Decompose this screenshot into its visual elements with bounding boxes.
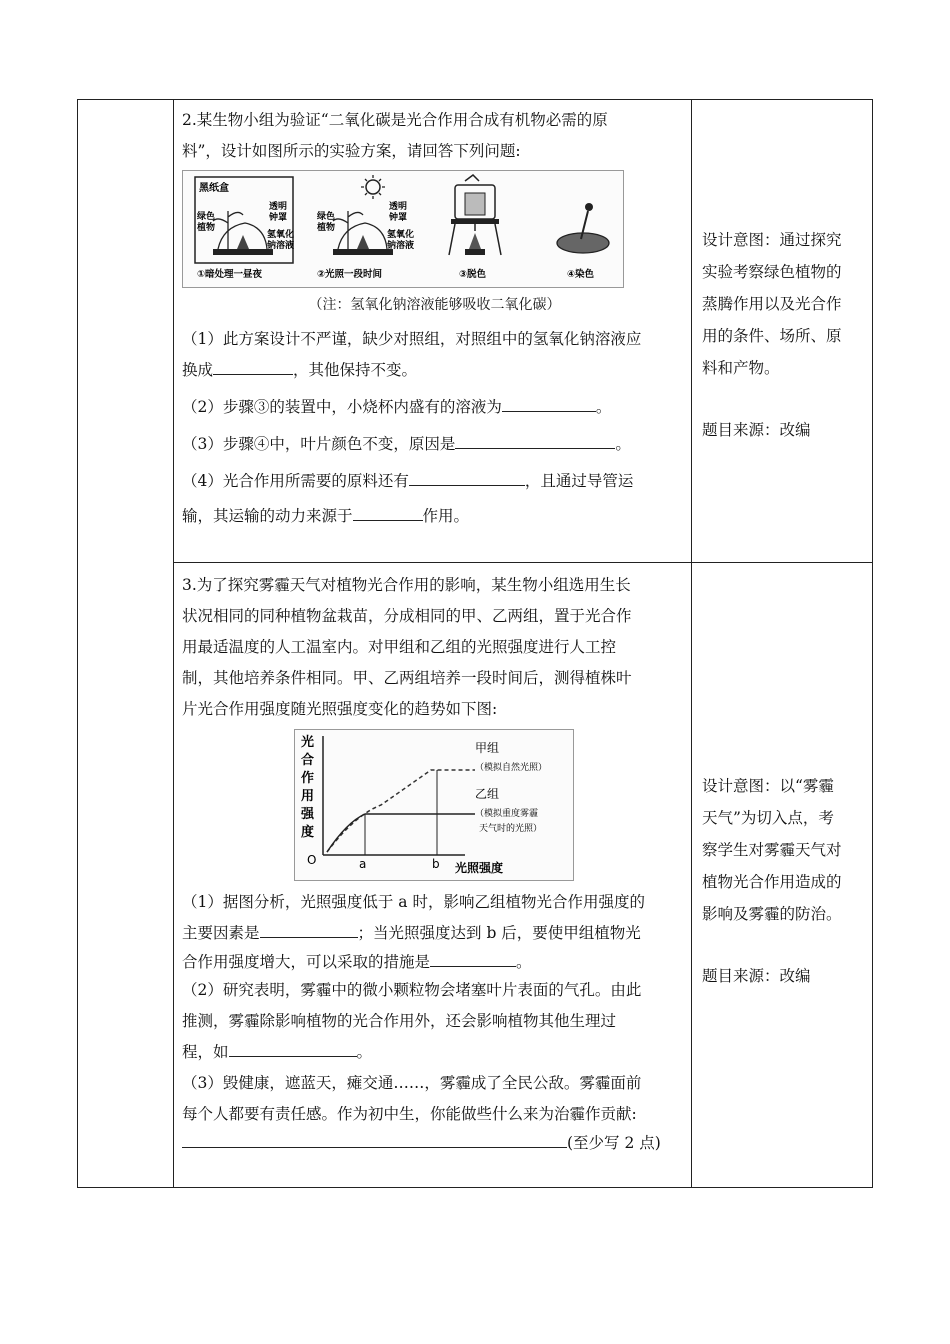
- row-divider: [173, 562, 872, 563]
- chart-svg: [295, 730, 573, 880]
- label-bell-2b: 钟罩: [389, 213, 408, 223]
- column-divider-1: [173, 100, 174, 1187]
- y-axis-label-6: 度: [301, 825, 315, 840]
- series-yi-curve: [327, 814, 475, 852]
- dropper-bulb: [585, 203, 593, 211]
- q3-part2-a: （2）研究表明，雾霾中的微小颗粒物会堵塞叶片表面的气孔。由此: [182, 981, 642, 999]
- label-step4: ④染色: [567, 269, 595, 280]
- question-table: [77, 99, 873, 1188]
- q2-part3: （3）步骤④中，叶片颜色不变，原因是 。: [182, 429, 687, 460]
- q2-part2: （2）步骤③的装置中，小烧杯内盛有的溶液为 。: [182, 392, 687, 423]
- small-beaker: [465, 193, 485, 215]
- intent-3-line-2: 天气”为切入点，考: [702, 809, 834, 827]
- beaker-1: [237, 235, 249, 249]
- q2-line2: 料”，设计如图所示的实验方案，请回答下列问题:: [182, 142, 521, 160]
- label-naoh-2b: 钠溶液: [387, 241, 415, 251]
- y-axis-label-3: 作: [301, 771, 315, 786]
- blank-answer-9[interactable]: [182, 1131, 567, 1148]
- q3-part3-b: 每个人都要有责任感。作为初中生，你能做些什么来为治霾作贡献:: [182, 1105, 637, 1123]
- q3-line-2: 状况相同的同种植物盆栽苗，分成相同的甲、乙两组，置于光合作: [182, 607, 632, 625]
- sun-icon: [366, 180, 380, 194]
- label-bell-2: 透明: [389, 202, 408, 212]
- x-tick-a: a: [359, 857, 367, 871]
- legend-yi: 乙组: [475, 787, 500, 801]
- legend-yi-note: （模拟重度雾霾: [475, 809, 539, 819]
- blank-answer-3[interactable]: [455, 432, 615, 449]
- label-step3: ③脱色: [459, 269, 487, 280]
- base-1: [213, 249, 273, 255]
- base-2: [333, 249, 393, 255]
- legend-yi-note2: 天气时的光照）: [479, 824, 543, 834]
- beaker-2: [357, 235, 369, 249]
- label-naoh-1: 氢氧化: [267, 230, 295, 240]
- x-tick-b: b: [432, 857, 440, 871]
- burner-flame: [469, 233, 481, 249]
- y-axis-label-5: 强: [301, 807, 315, 822]
- label-plant-2b: 植物: [317, 223, 336, 233]
- label-black-box: 黑纸盒: [199, 183, 229, 194]
- experiment-diagram: [183, 171, 623, 287]
- intent-2-line-2: 实验考察绿色植物的: [702, 263, 842, 281]
- blank-answer-7[interactable]: [430, 950, 516, 967]
- source-3: 题目来源：改编: [702, 967, 811, 985]
- q3-line-1: 3.为了探究雾霾天气对植物光合作用的影响，某生物小组选用生长: [182, 576, 631, 594]
- intent-3-line-4: 植物光合作用造成的: [702, 873, 842, 891]
- question-2: [182, 105, 687, 532]
- intent-3-line-1: 设计意图：以“雾霾: [702, 777, 834, 795]
- source-2: 题目来源：改编: [702, 421, 811, 439]
- design-intent-3: [702, 770, 862, 992]
- clamp: [465, 175, 479, 181]
- series-jia-curve: [327, 770, 475, 852]
- x-axis-label: 光照强度: [455, 861, 504, 875]
- photosynthesis-chart: [294, 729, 574, 881]
- design-intent-2: [702, 224, 862, 446]
- label-plant-1: 绿色: [197, 212, 216, 222]
- q3-part1-c: 合作用强度增大，可以采取的措施是 。: [182, 949, 687, 975]
- experiment-figure: [182, 170, 624, 288]
- intent-2-line-1: 设计意图：通过探究: [702, 231, 842, 249]
- legend-jia: 甲组: [475, 741, 500, 755]
- q3-part2-c: 程，如 。: [182, 1037, 687, 1068]
- y-axis-label-2: 合: [301, 753, 315, 768]
- label-step1: ①暗处理一昼夜: [197, 269, 263, 280]
- q3-part2-b: 推测，雾霾除影响植物的光合作用外，还会影响植物其他生理过: [182, 1012, 617, 1030]
- q3-part1-a: （1）据图分析，光照强度低于 a 时，影响乙组植物光合作用强度的: [182, 893, 645, 911]
- blank-answer-2[interactable]: [502, 395, 596, 412]
- intent-3-line-5: 影响及雾霾的防治。: [702, 905, 842, 923]
- label-naoh-1b: 钠溶液: [267, 241, 295, 251]
- q3-part1-b: 主要因素是 ；当光照强度达到 b 后，要使甲组植物光: [182, 918, 687, 949]
- q2-part1-a: （1）此方案设计不严谨，缺少对照组，对照组中的氢氧化钠溶液应: [182, 330, 642, 348]
- legend-jia-note: （模拟自然光照）: [475, 763, 548, 773]
- y-axis-label-1: 光: [301, 735, 315, 750]
- intent-3-line-3: 察学生对雾霾天气对: [702, 841, 842, 859]
- q2-part1-b: 换成 ，其他保持不变。: [182, 355, 687, 386]
- origin-label: O: [307, 853, 317, 867]
- tripod-top: [451, 219, 499, 224]
- q3-line-3: 用最适温度的人工温室内。对甲组和乙组的光照强度进行人工控: [182, 638, 617, 656]
- blank-answer-6[interactable]: [260, 921, 358, 938]
- blank-answer-4[interactable]: [409, 469, 525, 486]
- petri-dish: [557, 233, 609, 253]
- intent-2-line-4: 用的条件、场所、原: [702, 327, 842, 345]
- q2-line1: 2.某生物小组为验证“二氧化碳是光合作用合成有机物必需的原: [182, 111, 608, 129]
- intent-2-line-5: 料和产物。: [702, 359, 780, 377]
- label-bell-1: 透明: [269, 202, 288, 212]
- blank-answer-1[interactable]: [213, 358, 293, 375]
- y-axis-label-4: 用: [301, 789, 315, 804]
- label-plant-2: 绿色: [317, 212, 336, 222]
- sun-rays: [361, 175, 385, 199]
- blank-answer-5[interactable]: [353, 504, 423, 521]
- label-plant-1b: 植物: [197, 223, 216, 233]
- burner: [465, 249, 485, 255]
- q2-part4-b: 输，其运输的动力来源于 作用。: [182, 501, 687, 532]
- intent-2-line-3: 蒸腾作用以及光合作: [702, 295, 842, 313]
- blank-answer-8[interactable]: [229, 1040, 357, 1057]
- q3-part3-c: (至少写 2 点): [182, 1130, 687, 1156]
- label-naoh-2: 氢氧化: [387, 230, 415, 240]
- q3-line-4: 制，其他培养条件相同。甲、乙两组培养一段时间后，测得植株叶: [182, 669, 632, 687]
- label-bell-1b: 钟罩: [269, 213, 288, 223]
- q2-note: （注：氢氧化钠溶液能够吸收二氧化碳）: [308, 297, 561, 313]
- q2-part4-a: （4）光合作用所需要的原料还有 ，且通过导管运: [182, 466, 687, 497]
- q3-line-5: 片光合作用强度随光照强度变化的趋势如下图:: [182, 700, 498, 718]
- q3-part3-a: （3）毁健康，遮蓝天，瘫交通……，雾霾成了全民公敌。雾霾面前: [182, 1074, 642, 1092]
- label-step2: ②光照一段时间: [317, 269, 383, 280]
- question-3: [182, 570, 687, 1156]
- column-divider-2: [691, 100, 692, 1187]
